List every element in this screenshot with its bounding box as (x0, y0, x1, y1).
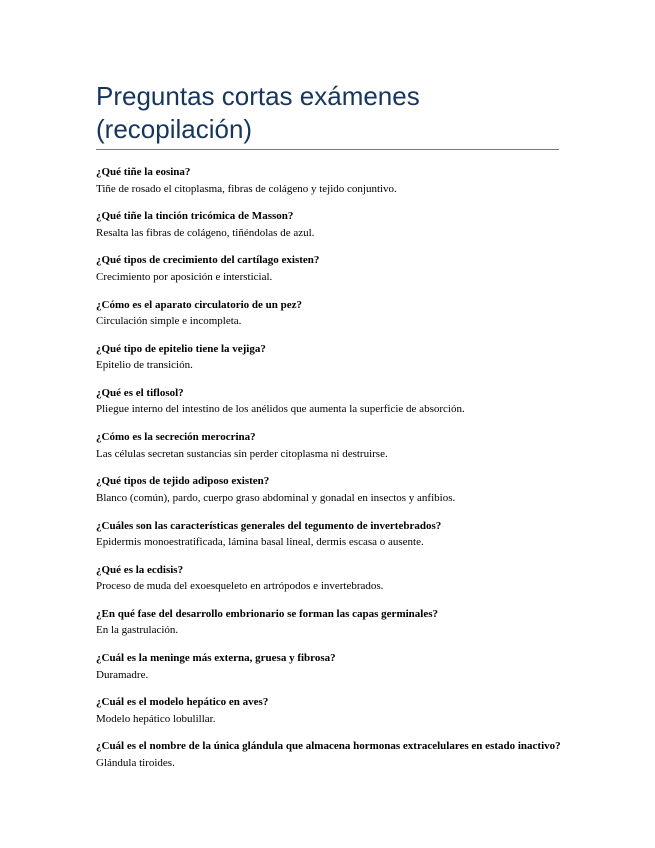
qa-item (96, 164, 566, 197)
question-text: ¿Qué tipos de tejido adiposo existen? (96, 475, 270, 488)
qa-item (96, 208, 566, 241)
qa-item (96, 341, 566, 374)
answer-text: Blanco (común), pardo, cuerpo graso abdominal y gonadal en insectos y anfibios. (96, 491, 456, 504)
question-text: ¿Qué es el tiflosol? (96, 386, 184, 399)
qa-item (96, 473, 566, 506)
answer-text: En la gastrulación. (96, 624, 179, 637)
qa-item (96, 694, 566, 727)
question-text: ¿Cuál es el modelo hepático en aves? (96, 696, 269, 709)
title-underline (96, 149, 559, 150)
document-title: Preguntas cortas exámenes (recopilación) (96, 81, 420, 144)
qa-item (96, 650, 566, 683)
answer-text: Crecimiento por aposición e intersticial. (96, 270, 273, 283)
question-text: ¿Qué es la ecdisis? (96, 563, 184, 576)
answer-text: Duramadre. (96, 668, 149, 681)
question-text: ¿Qué tipo de epitelio tiene la vejiga? (96, 342, 266, 355)
answer-text: Modelo hepático lobulillar. (96, 712, 216, 725)
qa-item (96, 252, 566, 285)
qa-item (96, 429, 566, 462)
qa-item (96, 518, 566, 551)
qa-item (96, 562, 566, 595)
answer-text: Proceso de muda del exoesqueleto en artrópodos e invertebrados. (96, 580, 384, 593)
answer-text: Pliegue interno del intestino de los anélidos que aumenta la superficie de absorción. (96, 403, 465, 416)
question-text: ¿Cuál es el nombre de la única glándula que almacena hormonas extracelulares en estado inactivo? (96, 740, 561, 753)
question-text: ¿Cuáles son las características generales del tegumento de invertebrados? (96, 519, 442, 532)
answer-text: Tiñe de rosado el citoplasma, fibras de colágeno y tejido conjuntivo. (96, 182, 397, 195)
qa-item (96, 297, 566, 330)
qa-item (96, 385, 566, 418)
question-text: ¿Qué tiñe la eosina? (96, 166, 191, 178)
answer-text: Circulación simple e incompleta. (96, 315, 242, 328)
answer-text: Glándula tiroides. (96, 756, 175, 769)
question-text: ¿Cómo es la secreción merocrina? (96, 431, 256, 444)
question-text: ¿Cuál es la meninge más externa, gruesa y fibrosa? (96, 652, 336, 665)
answer-text: Epidermis monoestratificada, lámina basal lineal, dermis escasa o ausente. (96, 536, 424, 548)
question-text: ¿Cómo es el aparato circulatorio de un pez? (96, 298, 303, 311)
question-list (96, 164, 566, 783)
question-text: ¿Qué tipos de crecimiento del cartílago existen? (96, 254, 320, 267)
answer-text: Resalta las fibras de colágeno, tiñéndolas de azul. (96, 226, 315, 239)
answer-text: Las células secretan sustancias sin perder citoplasma ni destruirse. (96, 447, 388, 460)
answer-text: Epitelio de transición. (96, 359, 193, 372)
qa-item (96, 738, 566, 771)
question-text: ¿Qué tiñe la tinción tricómica de Masson? (96, 210, 294, 223)
qa-item (96, 606, 566, 639)
question-text: ¿En qué fase del desarrollo embrionario se forman las capas germinales? (96, 607, 438, 620)
